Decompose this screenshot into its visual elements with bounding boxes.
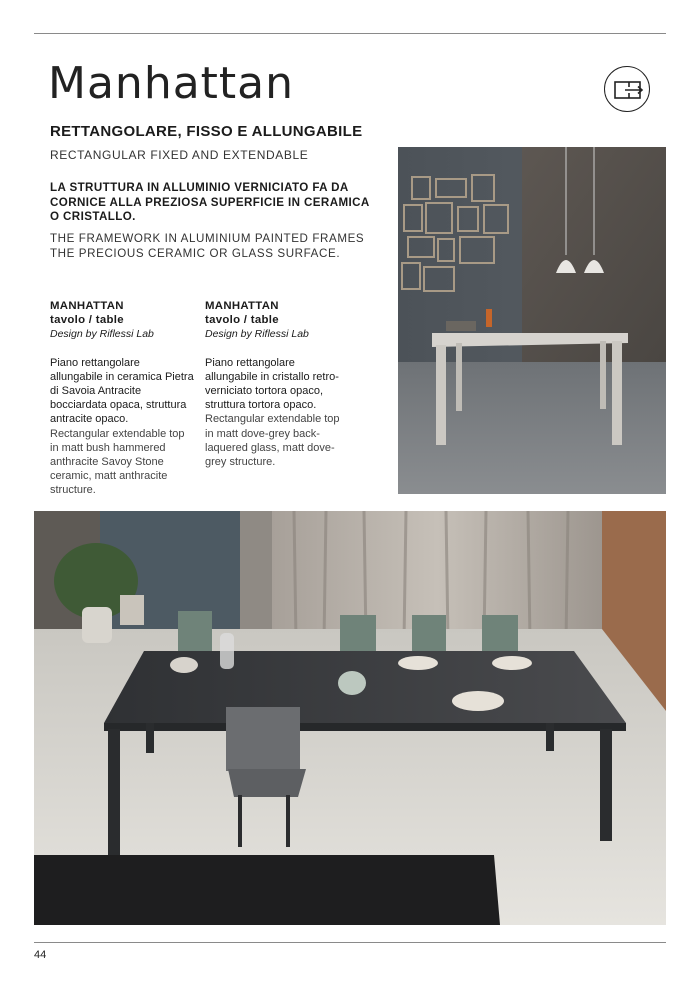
page-number: 44 bbox=[34, 949, 47, 961]
product-column-1 bbox=[50, 299, 195, 498]
bottom-rule bbox=[34, 942, 666, 943]
product-designer: Design by Riflessi Lab bbox=[50, 328, 154, 341]
lead-italian: LA STRUTTURA IN ALLUMINIO VERNICIATO FA DA CORNICE ALLA PREZIOSA SUPERFICIE IN CERAMICA O CRISTALLO. bbox=[50, 181, 370, 223]
top-rule bbox=[34, 33, 666, 34]
heading-english: RECTANGULAR FIXED AND EXTENDABLE bbox=[50, 148, 309, 162]
extendable-table-icon bbox=[604, 66, 650, 112]
page-title: Manhattan bbox=[48, 58, 295, 109]
lead-english: THE FRAMEWORK IN ALUMINIUM PAINTED FRAMES THE PRECIOUS CERAMIC OR GLASS SURFACE. bbox=[50, 232, 365, 260]
heading-italian: RETTANGOLARE, FISSO E ALLUNGABILE bbox=[50, 123, 363, 140]
product-type: tavolo / table bbox=[50, 314, 124, 327]
product-desc-italian: Piano rettangolare allungabile in cristallo retro-verniciato tortora opaco, struttura tortora opaco. bbox=[205, 356, 339, 412]
table-dovegrey-photo bbox=[398, 147, 666, 494]
product-designer: Design by Riflessi Lab bbox=[205, 328, 309, 341]
product-name: MANHATTAN bbox=[50, 300, 124, 312]
product-desc-italian: Piano rettangolare allungabile in ceramica Pietra di Savoia Antracite bocciardata opaca, struttura antracite opaco. bbox=[50, 356, 194, 426]
product-desc-english: Rectangular extendable top in matt dove-grey back-laquered glass, matt dove-grey structure. bbox=[205, 413, 340, 469]
product-column-2 bbox=[205, 299, 350, 469]
product-name: MANHATTAN bbox=[205, 300, 279, 312]
table-anthracite-photo bbox=[34, 511, 666, 925]
product-type: tavolo / table bbox=[205, 314, 279, 327]
product-desc-english: Rectangular extendable top in matt bush hammered anthracite Savoy Stone ceramic, matt anthracite structure. bbox=[50, 427, 185, 497]
